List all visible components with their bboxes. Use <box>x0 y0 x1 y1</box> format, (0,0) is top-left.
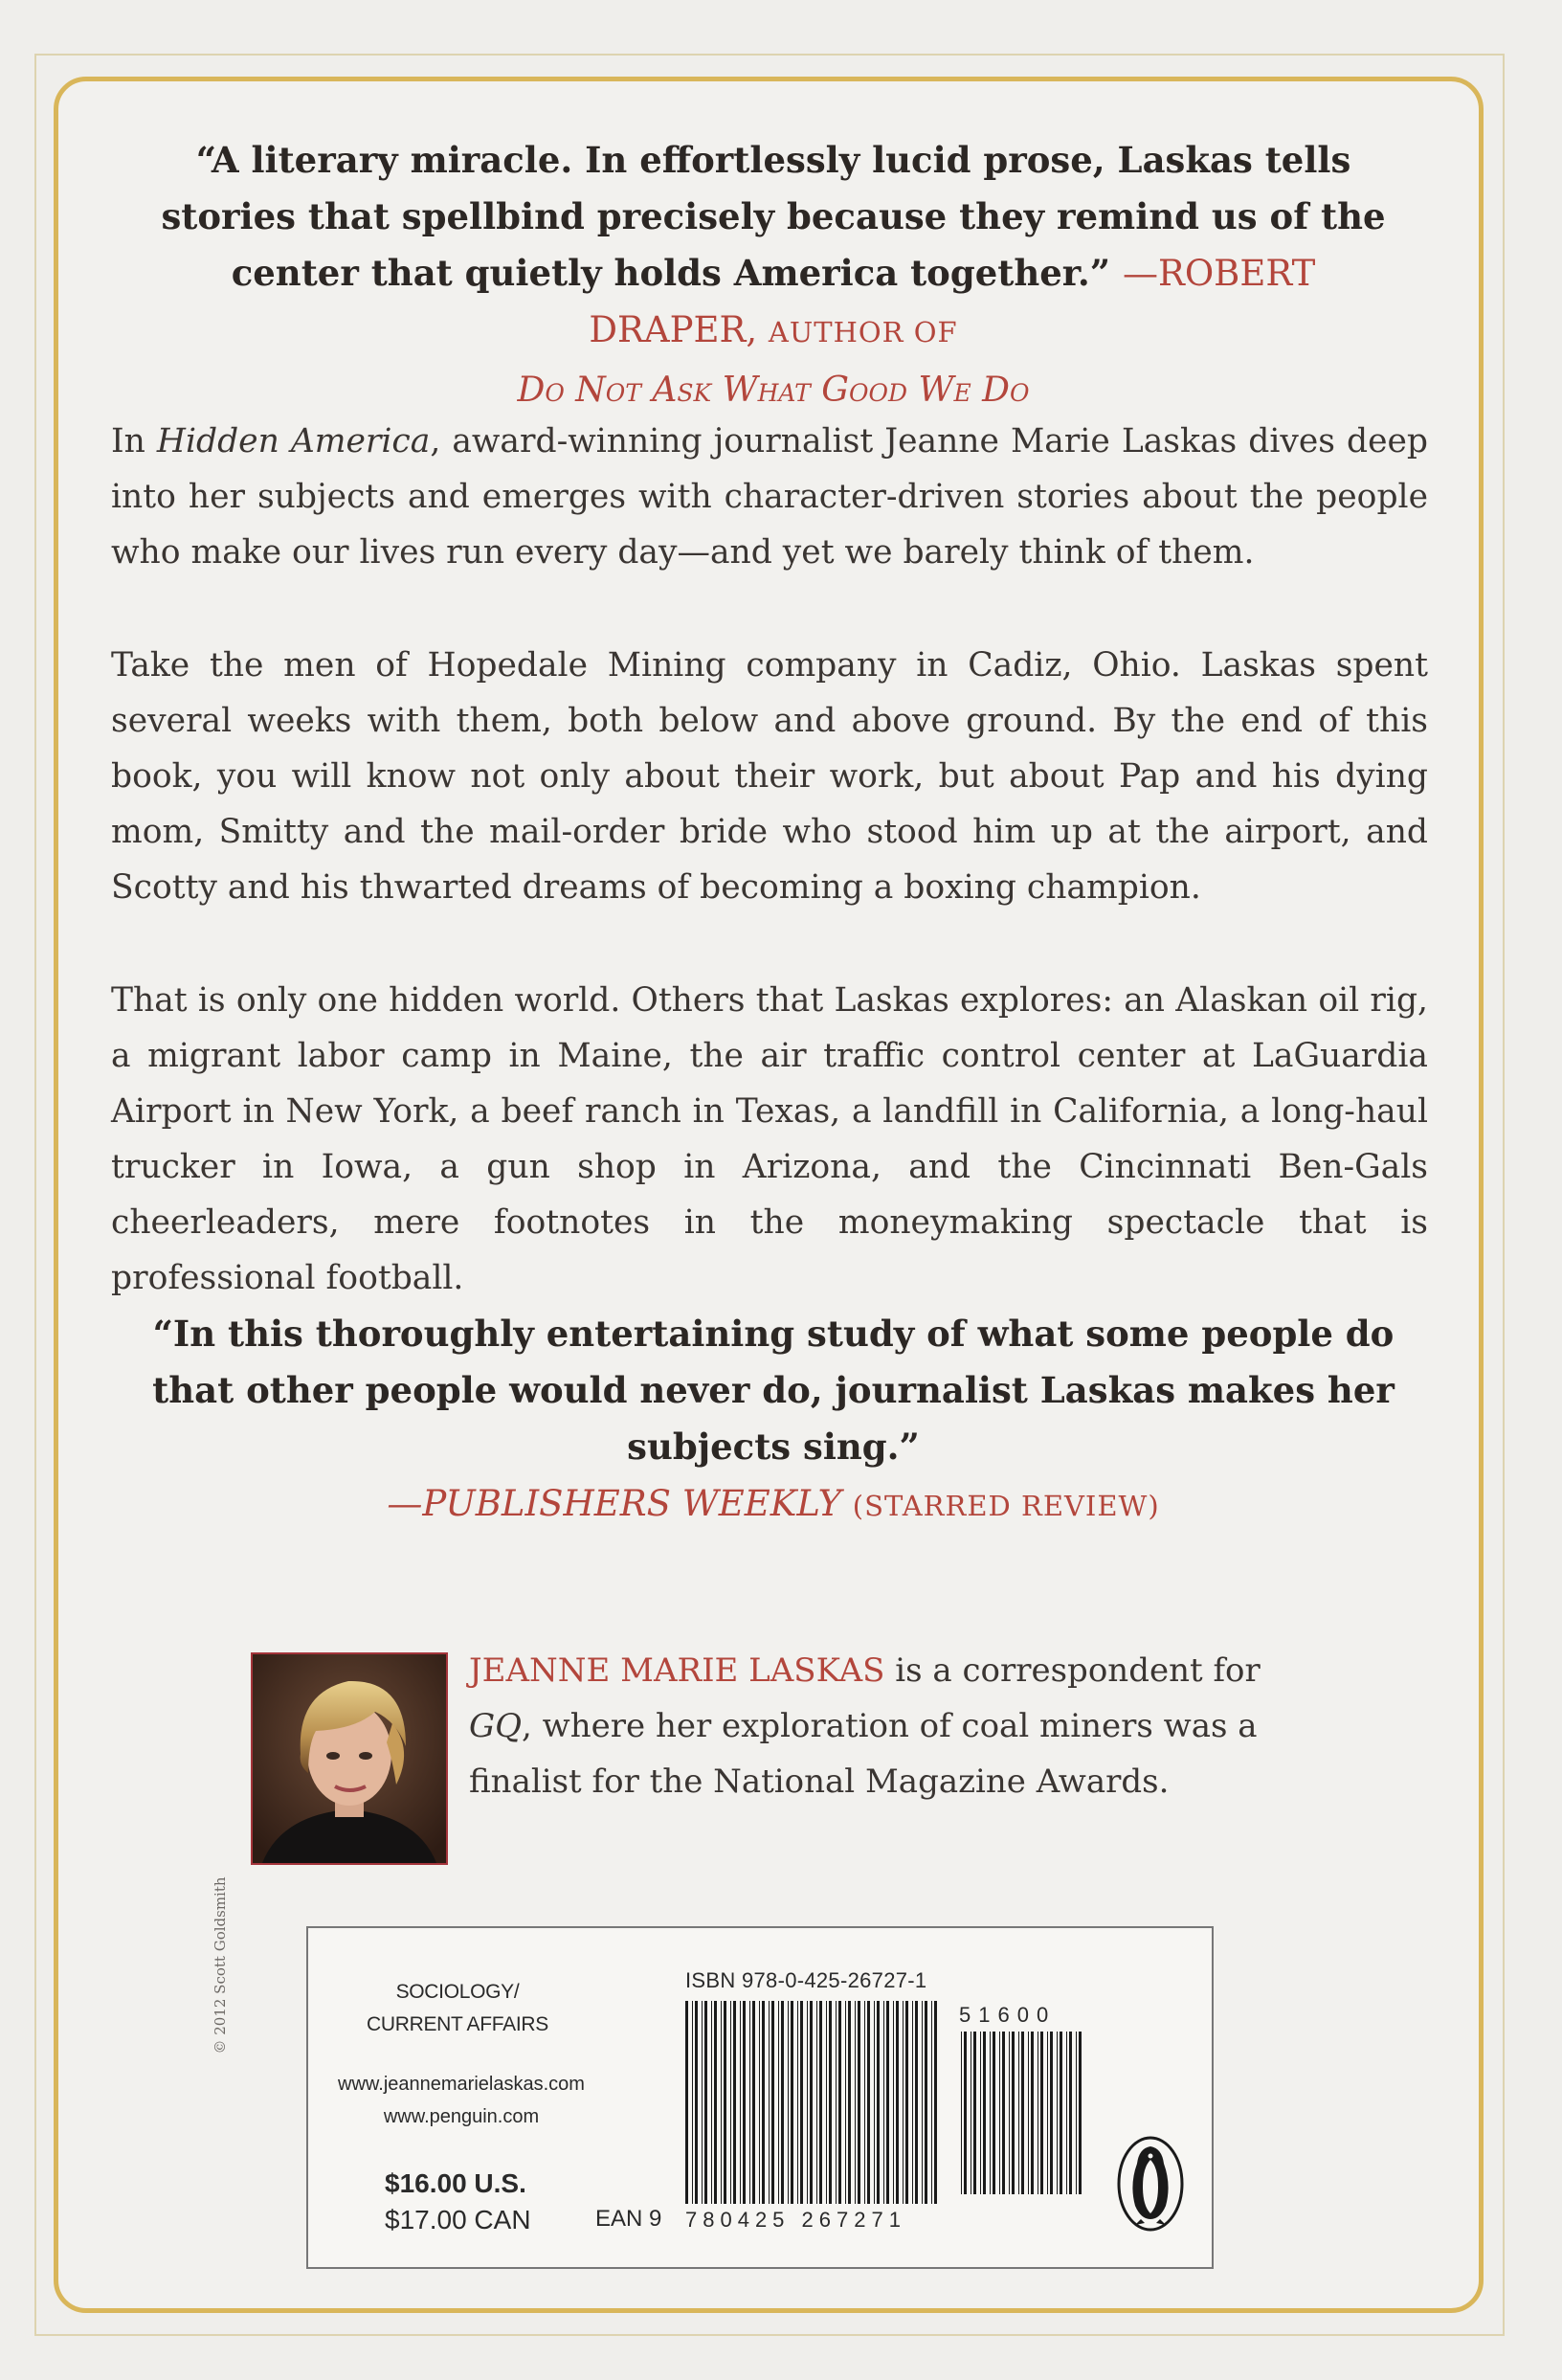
blurb-quote-text: “In this thoroughly entertaining study of what some people do that other people would never do, journalist Laskas makes her subjects sing.” <box>152 1313 1395 1468</box>
barcode-bar <box>912 2001 913 2204</box>
p1-lead: In <box>111 422 157 460</box>
barcode-bar <box>724 2001 726 2204</box>
barcode-bar <box>685 2001 688 2204</box>
barcode-bar <box>973 2032 976 2194</box>
barcode-bar <box>826 2001 827 2204</box>
barcode-bar <box>886 2001 889 2204</box>
barcode-bar <box>762 2001 765 2204</box>
barcode-bar <box>769 2001 770 2204</box>
barcode-bar <box>1060 2032 1062 2194</box>
blurb-quote-top <box>144 132 1403 418</box>
barcode-bar <box>1002 2032 1005 2194</box>
barcode-bar <box>752 2001 755 2204</box>
barcode-bar <box>855 2001 856 2204</box>
bio-text-1: is a correspondent for <box>884 1651 1261 1690</box>
barcode-bar <box>905 2001 908 2204</box>
barcode-bar <box>1057 2032 1058 2194</box>
blurb-quote-bottom <box>144 1306 1403 1535</box>
author-photo <box>251 1652 448 1865</box>
barcode-bar <box>858 2001 860 2204</box>
description-paragraph-1 <box>111 414 1428 580</box>
barcode-bar <box>733 2001 736 2204</box>
publisher-website: www.penguin.com <box>383 2106 540 2127</box>
barcode-bar <box>759 2001 760 2204</box>
barcode-bar <box>883 2001 884 2204</box>
description-paragraph-2: Take the men of Hopedale Mining company in Cadiz, Ohio. Laskas spent several weeks with them, both below and above ground. By the end of this book, you will know not only about their work, but about Pap and his dying mom, Smitty and the mail-order bride who stood him up at the airport, and Scotty and his thwarted dreams of becoming a boxing champion. <box>111 646 1428 907</box>
barcode-bar <box>896 2001 899 2204</box>
barcode-bar <box>864 2001 865 2204</box>
description-paragraph-3: That is only one hidden world. Others that Laskas explores: an Alaskan oil rig, a migrant labor camp in Maine, the air traffic control center at LaGuardia Airport in New York, a beef ranch in Texas, a landfill in California, a long-haul trucker in Iowa, a gun shop in Arizona, and the Cincinnati Ben-Gals cheerleaders, mere footnotes in the moneymaking spectacle that is professional football. <box>111 981 1428 1297</box>
barcode-bar <box>993 2032 995 2194</box>
barcode-bar <box>797 2001 798 2204</box>
addon-barcode <box>959 2032 1085 2194</box>
barcode-bar <box>810 2001 813 2204</box>
barcode-bar <box>816 2001 817 2204</box>
barcode-bar <box>819 2001 822 2204</box>
barcode-bar <box>903 2001 904 2204</box>
barcode-bar <box>1009 2032 1010 2194</box>
barcode-bar <box>1079 2032 1082 2194</box>
barcode-bar <box>743 2001 746 2204</box>
barcode-bar <box>781 2001 784 2204</box>
isbn-label: ISBN 978-0-425-26727-1 <box>685 1968 927 1992</box>
price-block <box>385 2166 538 2238</box>
barcode-bar <box>788 2001 789 2204</box>
p1-rest: , award-winning journalist Jeanne Marie Laskas dives deep into her subjects and emerges with character-driven stories about the people who make our lives run every day—and yet we barely think of them. <box>111 422 1428 572</box>
barcode-bar <box>838 2001 841 2204</box>
attribution-name: —ROBERT DRAPER, <box>589 253 1316 350</box>
photo-credit-text: © 2012 Scott Goldsmith <box>212 1876 229 2054</box>
attribution-source: —PUBLISHERS WEEKLY <box>387 1483 842 1524</box>
website-urls <box>337 2068 586 2133</box>
barcode-bar <box>778 2001 779 2204</box>
barcode-box <box>306 1926 1214 2269</box>
bio-magazine: GQ <box>469 1707 523 1745</box>
barcode-bar <box>990 2032 991 2194</box>
barcode-bar <box>704 2001 707 2204</box>
category-line-2: CURRENT AFFAIRS <box>367 2013 548 2035</box>
book-title-inline: Hidden America <box>156 422 431 460</box>
barcode-bar <box>771 2001 774 2204</box>
barcode-bar <box>721 2001 722 2204</box>
barcode-bar <box>999 2032 1000 2194</box>
barcode-bar <box>931 2001 932 2204</box>
barcode-bar <box>922 2001 923 2204</box>
bio-text-2: , where her exploration of coal miners was a finalist for the National Magazine Awards. <box>469 1707 1258 1801</box>
barcode-bar <box>893 2001 894 2204</box>
barcode-bar <box>702 2001 703 2204</box>
barcode-bar <box>848 2001 851 2204</box>
barcode-bar <box>740 2001 741 2204</box>
barcode-bar <box>1012 2032 1015 2194</box>
barcode-bar <box>1047 2032 1048 2194</box>
barcode-bar <box>1050 2032 1053 2194</box>
barcode-bar <box>730 2001 731 2204</box>
barcode-bar <box>1021 2032 1024 2194</box>
barcode-bar <box>867 2001 870 2204</box>
addon-digits: 51600 <box>959 2003 1057 2027</box>
barcode-bar <box>925 2001 927 2204</box>
ean-digits: 780425 267271 <box>685 2208 906 2232</box>
barcode-bar <box>836 2001 837 2204</box>
barcode-bar <box>915 2001 918 2204</box>
attribution-role: AUTHOR OF <box>768 316 958 348</box>
barcode-bar <box>1066 2032 1067 2194</box>
bisac-category <box>352 1976 563 2041</box>
barcode-bar <box>845 2001 846 2204</box>
author-website: www.jeannemarielaskas.com <box>338 2074 585 2095</box>
barcode-bar <box>1031 2032 1034 2194</box>
barcode-bar <box>714 2001 717 2204</box>
barcode-bar <box>749 2001 750 2204</box>
barcode-bar <box>1040 2032 1043 2194</box>
attribution-book-title: Do Not Ask What Good We Do <box>517 370 1030 410</box>
barcode-bar <box>829 2001 832 2204</box>
barcode-bar <box>980 2032 981 2194</box>
barcode-bar <box>1069 2032 1072 2194</box>
author-bio <box>469 1643 1292 1809</box>
barcode-bar <box>711 2001 712 2204</box>
barcode-bar <box>695 2001 698 2204</box>
barcode-bar <box>877 2001 880 2204</box>
barcode-bar <box>692 2001 693 2204</box>
price-us: $16.00 U.S. <box>385 2168 526 2198</box>
ean-label: EAN 9 <box>595 2206 662 2232</box>
barcode-bar <box>964 2032 967 2194</box>
photo-credit <box>203 1867 237 2077</box>
barcode-bar <box>1028 2032 1029 2194</box>
price-can: $17.00 CAN <box>385 2205 531 2234</box>
barcode-bar <box>983 2032 986 2194</box>
barcode-bar <box>800 2001 803 2204</box>
barcode-bar <box>961 2032 962 2194</box>
category-line-1: SOCIOLOGY/ <box>395 1981 520 2003</box>
barcode-bar <box>791 2001 793 2204</box>
penguin-logo-icon <box>1116 2135 1185 2233</box>
barcode-bar <box>934 2001 937 2204</box>
barcode-bar <box>874 2001 875 2204</box>
barcode-bar <box>1018 2032 1019 2194</box>
barcode-bar <box>1076 2032 1077 2194</box>
blurb-attribution <box>387 1483 1159 1524</box>
barcode-bar <box>807 2001 808 2204</box>
attribution-note: (STARRED REVIEW) <box>852 1490 1160 1522</box>
ean-barcode <box>683 2001 944 2204</box>
blurb-quote-text: “A literary miracle. In effortlessly lucid prose, Laskas tells stories that spellbind precisely because they remind us of the center that quietly holds America together.” <box>161 139 1386 294</box>
author-portrait-image <box>253 1654 446 1863</box>
author-name: JEANNE MARIE LASKAS <box>469 1651 885 1690</box>
